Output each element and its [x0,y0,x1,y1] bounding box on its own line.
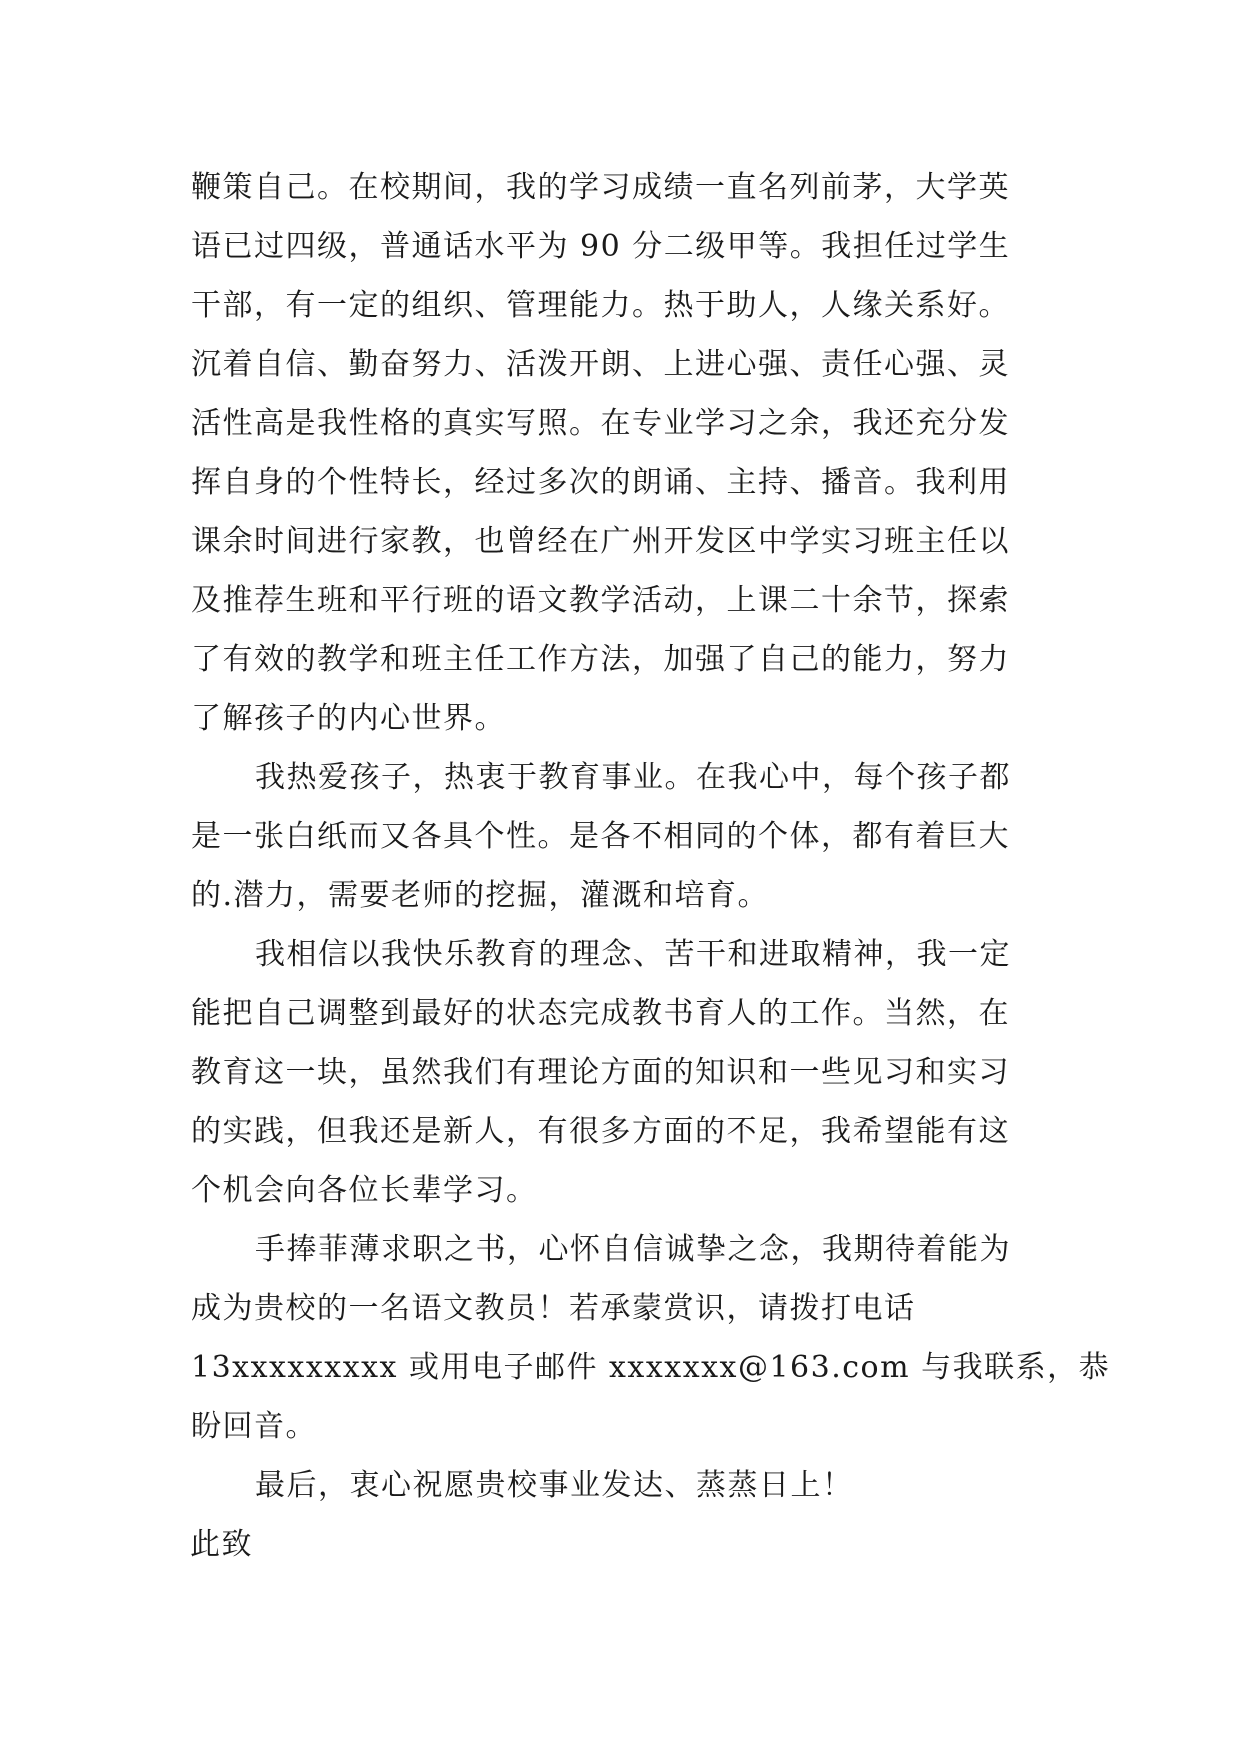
text-line: 的实践，但我还是新人，有很多方面的不足，我希望能有这 [191,1114,1010,1149]
text-line: 活性高是我性格的真实写照。在专业学习之余，我还充分发 [191,406,1010,441]
text-line: 及推荐生班和平行班的语文教学活动，上课二十余节，探索 [191,583,1010,618]
text-line: 盼回音。 [191,1409,317,1444]
paragraph-first-line: 我热爱孩子，热衷于教育事业。在我心中，每个孩子都 [255,760,1011,795]
closing-wish: 最后，衷心祝愿贵校事业发达、蒸蒸日上！ [255,1468,854,1503]
text-line: 课余时间进行家教，也曾经在广州开发区中学实习班主任以 [191,524,1010,559]
paragraph-first-line: 我相信以我快乐教育的理念、苦干和进取精神，我一定 [255,937,1011,972]
paragraph-first-line: 手捧菲薄求职之书，心怀自信诚挚之念，我期待着能为 [255,1232,1011,1267]
text-line: 成为贵校的一名语文教员！若承蒙赏识，请拨打电话 [191,1291,916,1326]
text-line: 干部，有一定的组织、管理能力。热于助人，人缘关系好。 [191,288,1010,323]
text-line: 教育这一块，虽然我们有理论方面的知识和一些见习和实习 [191,1055,1010,1090]
text-line: 是一张白纸而又各具个性。是各不相同的个体，都有着巨大 [191,819,1010,854]
closing-salutation: 此致 [190,1527,253,1562]
text-line: 挥自身的个性特长，经过多次的朗诵、主持、播音。我利用 [191,465,1010,500]
text-line: 了有效的教学和班主任工作方法，加强了自己的能力，努力 [191,642,1010,677]
letter-body [190,158,1111,1574]
text-line: 鞭策自己。在校期间，我的学习成绩一直名列前茅，大学英 [191,170,1010,205]
text-line: 的.潜力，需要老师的挖掘，灌溉和培育。 [191,878,770,913]
text-line: 语已过四级，普通话水平为 90 分二级甲等。我担任过学生 [191,229,1011,264]
contact-line: 13xxxxxxxxx 或用电子邮件 xxxxxxx@163.com 与我联系，恭 [191,1350,1111,1385]
text-line: 了解孩子的内心世界。 [191,701,506,736]
text-line: 个机会向各位长辈学习。 [191,1173,538,1208]
text-line: 能把自己调整到最好的状态完成教书育人的工作。当然，在 [191,996,1010,1031]
text-line: 沉着自信、勤奋努力、活泼开朗、上进心强、责任心强、灵 [191,347,1010,382]
